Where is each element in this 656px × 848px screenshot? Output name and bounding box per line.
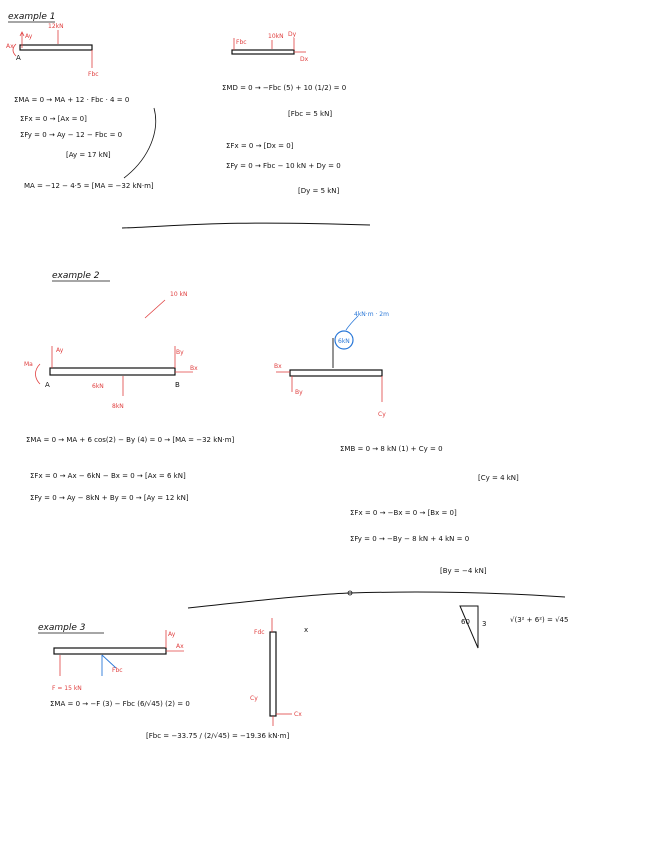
- separator-1: [122, 223, 370, 228]
- ex1-eq-4: [Ay = 17 kN]: [66, 151, 111, 159]
- ex3-label-cy: Cy: [250, 695, 258, 702]
- ex2-moment-tag: 4kN·m · 2m: [354, 311, 389, 318]
- ex1r-label-dx: Dx: [300, 56, 309, 63]
- example-1-left-diagram: [6, 23, 99, 78]
- ex1-eq-1: ΣMA = 0 → MA + 12 · Fbc · 4 = 0: [14, 96, 130, 104]
- ex3-tri-angle: 60: [461, 618, 470, 626]
- ex1r-eq-4: ΣFy = 0 → Fbc − 10 kN + Dy = 0: [226, 162, 341, 170]
- ex2r-label-cy: Cy: [378, 411, 386, 418]
- ex2-eq-3: ΣFy = 0 → Ay − 8kN + By = 0 → [Ay = 12 kN]: [30, 494, 189, 502]
- ex3-label-fdc: Fdc: [254, 629, 265, 636]
- ex2r-label-by: By: [295, 389, 303, 396]
- ex3-tri-hyp: √(3² + 6²) = √45: [510, 616, 569, 624]
- ex1r-eq-1: ΣMD = 0 → −Fbc (5) + 10 (1/2) = 0: [222, 84, 347, 92]
- example-3-column-diagram: [250, 618, 308, 726]
- ex2-eq-2: ΣFx = 0 → Ax − 6kN − Bx = 0 → [Ax = 6 kN]: [30, 472, 186, 480]
- ex1r-label-dy: Dy: [288, 31, 297, 38]
- ex2r-eq-4: ΣFy = 0 → −By − 8 kN + 4 kN = 0: [350, 535, 470, 543]
- ex3-tri-side: 3: [482, 620, 487, 628]
- example-1-left-equations: [14, 96, 154, 190]
- ex1r-label-load: 10kN: [268, 33, 284, 40]
- example-1-right-equations: [222, 84, 346, 195]
- ex2-label-ay: Ay: [56, 347, 64, 354]
- ex2-label-8kn: 8kN: [112, 403, 124, 410]
- ex2-label-a: A: [45, 381, 50, 389]
- separator-2: [188, 592, 565, 608]
- ex2r-eq-1: ΣMB = 0 → 8 kN (1) + Cy = 0: [340, 445, 443, 453]
- example-2-left-diagram: [24, 346, 198, 410]
- example-3-title: [38, 623, 104, 633]
- ex1-eq-5: MA = −12 − 4·5 = [MA = −32 kN·m]: [24, 182, 154, 190]
- example-3-equations: [50, 700, 289, 740]
- beam-ex3: [54, 648, 166, 654]
- example-2-title-text: example 2: [52, 271, 100, 281]
- ex2r-eq-3: ΣFx = 0 → −Bx = 0 → [Bx = 0]: [350, 509, 457, 517]
- ex3-label-ay: Ay: [168, 631, 176, 638]
- ex2-label-ma: Ma: [24, 361, 33, 368]
- ex1r-label-fbc: Fbc: [236, 39, 247, 46]
- ex2-force-tag: 10 kN: [170, 291, 188, 298]
- ex3-label-f: F = 15 kN: [52, 685, 82, 692]
- beam-ab: [20, 45, 92, 50]
- column-cd: [270, 632, 276, 716]
- ex2r-eq-2: [Cy = 4 kN]: [478, 474, 519, 482]
- example-3-beam-diagram: [52, 630, 184, 692]
- ex3-eq-1: ΣMA = 0 → −F (3) − Fbc (6/√45) (2) = 0: [50, 700, 190, 708]
- ex2-label-by: By: [176, 349, 184, 356]
- ex2-force-sketch: [145, 291, 188, 318]
- example-1-title-text: example 1: [8, 12, 56, 22]
- ex1r-eq-3: ΣFx = 0 → [Dx = 0]: [226, 142, 294, 150]
- example-3-triangle: [460, 606, 568, 648]
- ex2-circle-tag: 6kN: [338, 338, 350, 345]
- example-2-left-equations: [26, 436, 235, 502]
- ex1r-eq-2: [Fbc = 5 kN]: [288, 110, 333, 118]
- ex1-label-a: A: [16, 54, 21, 62]
- example-1-title: [8, 12, 55, 22]
- beam-ab-2: [50, 368, 175, 375]
- ex1-label-fbc: Fbc: [88, 71, 99, 78]
- ex2-label-b: B: [175, 381, 180, 389]
- ex3-label-cx: Cx: [294, 711, 302, 718]
- ex1-link-arrow: [124, 108, 156, 178]
- ex2-label-bx: Bx: [190, 365, 198, 372]
- ex2-label-6kn: 6kN: [92, 383, 104, 390]
- ex3-label-ax: Ax: [176, 643, 184, 650]
- ex1-eq-3: ΣFy = 0 → Ay − 12 − Fbc = 0: [20, 131, 123, 139]
- example-2-title: [52, 271, 110, 281]
- ex3-label-x: x: [304, 626, 309, 634]
- ex1r-eq-5: [Dy = 5 kN]: [298, 187, 340, 195]
- ex1-label-load: 12kN: [48, 23, 64, 30]
- example-2-right-diagram: [274, 311, 389, 418]
- example-2-right-equations: [340, 445, 519, 575]
- beam-cd: [232, 50, 294, 54]
- ex3-eq-2: [Fbc = −33.75 / (2/√45) = −19.36 kN·m]: [146, 732, 290, 740]
- ex2r-eq-5: [By = −4 kN]: [440, 567, 487, 575]
- ex1-label-ay: Ay: [25, 33, 33, 40]
- ex3-label-fbc: Fbc: [112, 667, 123, 674]
- ex1-label-ax: Ax: [6, 43, 14, 50]
- beam-bc: [290, 370, 382, 376]
- ex2r-label-bx: Bx: [274, 363, 282, 370]
- ex2-eq-1: ΣMA = 0 → MA + 6 cos(2) − By (4) = 0 → [MA = −32 kN·m]: [26, 436, 235, 444]
- example-1-right-diagram: [232, 31, 309, 63]
- ex1-eq-2: ΣFx = 0 → [Ax = 0]: [20, 115, 87, 123]
- example-3-title-text: example 3: [38, 623, 86, 633]
